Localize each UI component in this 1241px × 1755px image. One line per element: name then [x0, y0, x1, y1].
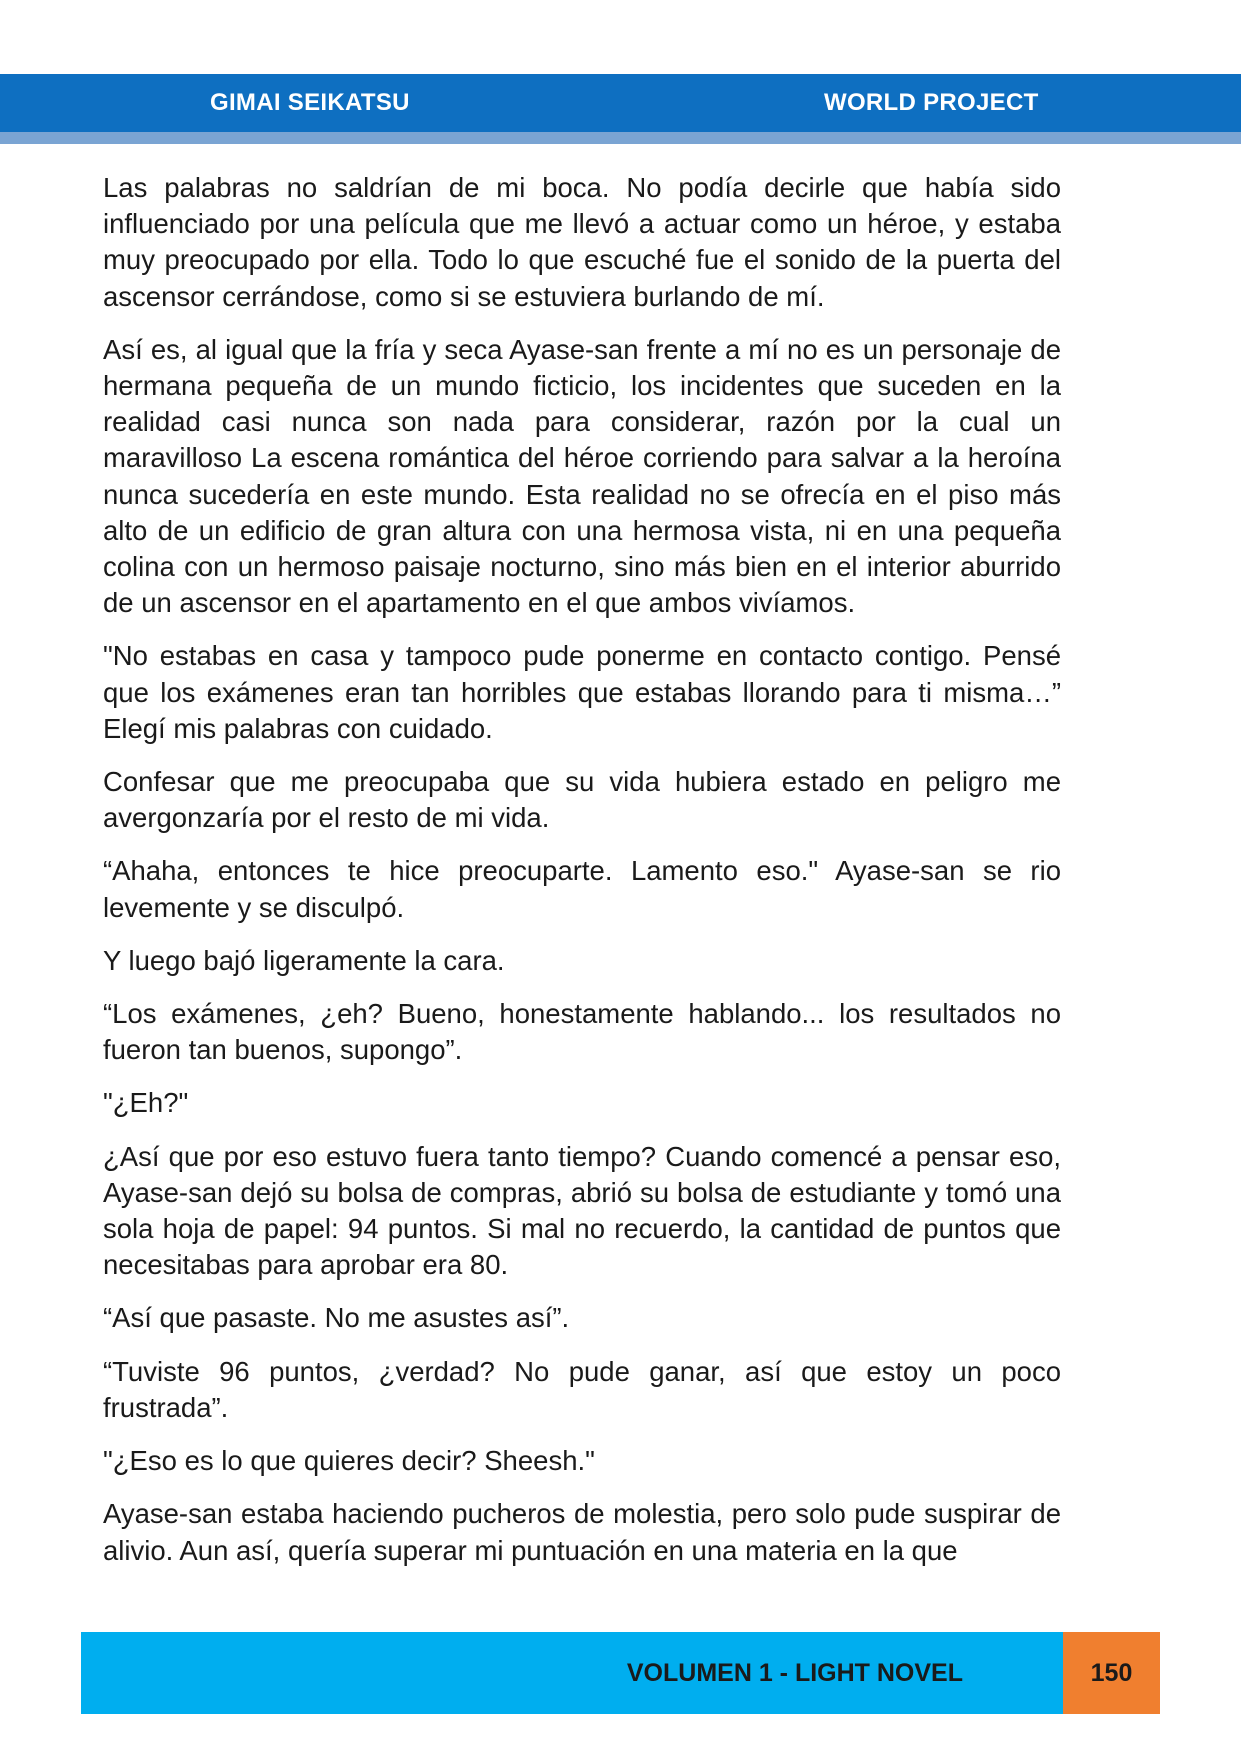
header-publisher: WORLD PROJECT — [824, 89, 1039, 116]
page-footer — [81, 1632, 1063, 1714]
paragraph-5: “Ahaha, entonces te hice preocuparte. Lamento eso." Ayase-san se rio levemente y se disculpó. — [103, 855, 1061, 923]
paragraph-10: “Así que pasaste. No me asustes así”. — [103, 1302, 570, 1334]
paragraph-9: ¿Así que por eso estuvo fuera tanto tiempo? Cuando comencé a pensar eso, Ayase-san dejó su bolsa de compras, abrió su bolsa de estudiante y tomó una sola hoja de papel: 94 puntos. Si mal no recuerdo, la cantidad de puntos que necesitabas para aprobar era 80. — [103, 1140, 1061, 1281]
paragraph-1: Las palabras no saldrían de mi boca. No podía decirle que había sido influenciado por una película que me llevó a actuar como un héroe, y estaba muy preocupado por ella. Todo lo que escuché fue el sonido de la puerta del ascensor cerrándose, como si se estuviera burlando de mí. — [103, 172, 1061, 312]
page-body — [103, 170, 1061, 1600]
paragraph-3: "No estabas en casa y tampoco pude ponerme en contacto contigo. Pensé que los exámenes eran tan horribles que estabas llorando para ti misma…” Elegí mis palabras con cuidado. — [103, 640, 1061, 744]
paragraph-12: "¿Eso es lo que quieres decir? Sheesh." — [103, 1445, 595, 1477]
paragraph-2: Así es, al igual que la fría y seca Ayase-san frente a mí no es un personaje de hermana pequeña de un mundo ficticio, los incidentes que suceden en la realidad casi nunca son nada para considerar, razón por la cual un maravilloso La escena romántica del héroe corriendo para salvar a la heroína nunca sucedería en este mundo. Esta realidad no se ofrecía en el piso más alto de un edificio de gran altura con una hermosa vista, ni en una pequeña colina con un hermoso paisaje nocturno, sino más bien en el interior aburrido de un ascensor en el apartamento en el que ambos vivíamos. — [103, 333, 1061, 619]
page-number: 150 — [1063, 1632, 1160, 1714]
header-shadow-band — [0, 132, 1241, 144]
page-header — [0, 74, 1241, 132]
header-series-title: GIMAI SEIKATSU — [210, 89, 410, 116]
paragraph-11: “Tuviste 96 puntos, ¿verdad? No pude ganar, así que estoy un poco frustrada”. — [103, 1355, 1061, 1423]
paragraph-7: “Los exámenes, ¿eh? Bueno, honestamente hablando... los resultados no fueron tan buenos, supongo”. — [103, 998, 1061, 1066]
footer-volume-label: VOLUMEN 1 - LIGHT NOVEL — [626, 1659, 963, 1687]
paragraph-4: Confesar que me preocupaba que su vida hubiera estado en peligro me avergonzaría por el resto de mi vida. — [103, 766, 1061, 834]
paragraph-13: Ayase-san estaba haciendo pucheros de molestia, pero solo pude suspirar de alivio. Aun así, quería superar mi puntuación en una materia en la que — [103, 1498, 1061, 1566]
paragraph-6: Y luego bajó ligeramente la cara. — [103, 944, 505, 976]
paragraph-8: "¿Eh?" — [103, 1087, 189, 1119]
